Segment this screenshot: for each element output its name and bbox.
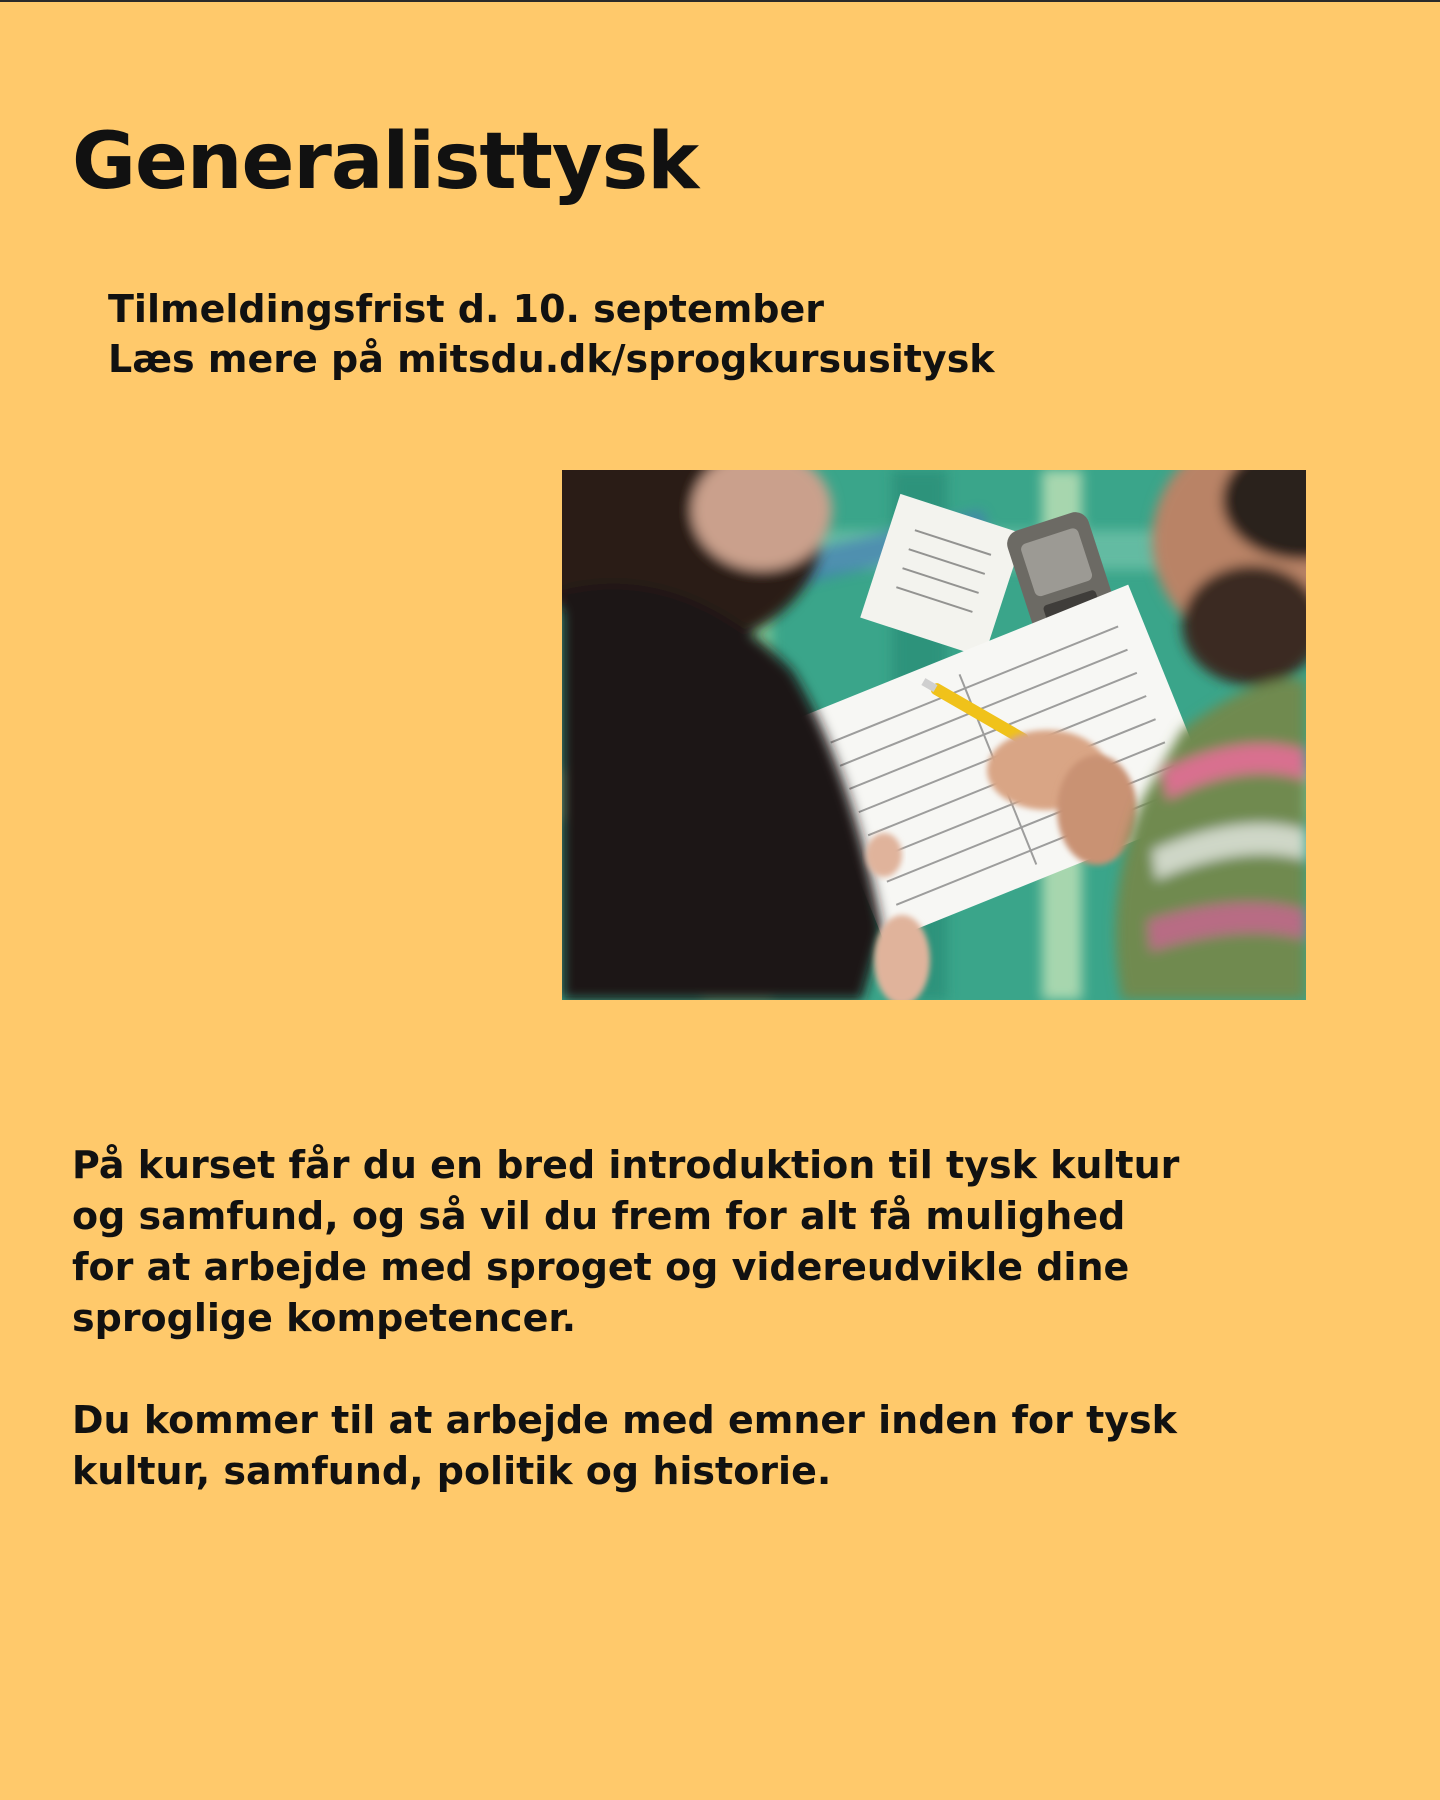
description-paragraph: På kurset får du en bred introduktion til tysk kultur og samfund, og så vil du frem for alt få mulighed for at arbejde med sproget og videreudvikle dine sproglige kompetencer. bbox=[72, 1143, 1180, 1340]
page-title: Generalisttysk bbox=[72, 117, 699, 207]
description-paragraph: Du kommer til at arbejde med emner inden for tysk kultur, samfund, politik og historie. bbox=[72, 1398, 1177, 1493]
signup-deadline: Tilmeldingsfrist d. 10. september bbox=[108, 287, 825, 331]
course-description bbox=[72, 1140, 1192, 1497]
read-more-link-text: Læs mere på mitsdu.dk/sprogkursusitysk bbox=[108, 337, 995, 381]
photo-illustration-icon bbox=[562, 470, 1306, 1000]
course-info bbox=[108, 284, 995, 384]
course-photo bbox=[562, 470, 1306, 1000]
